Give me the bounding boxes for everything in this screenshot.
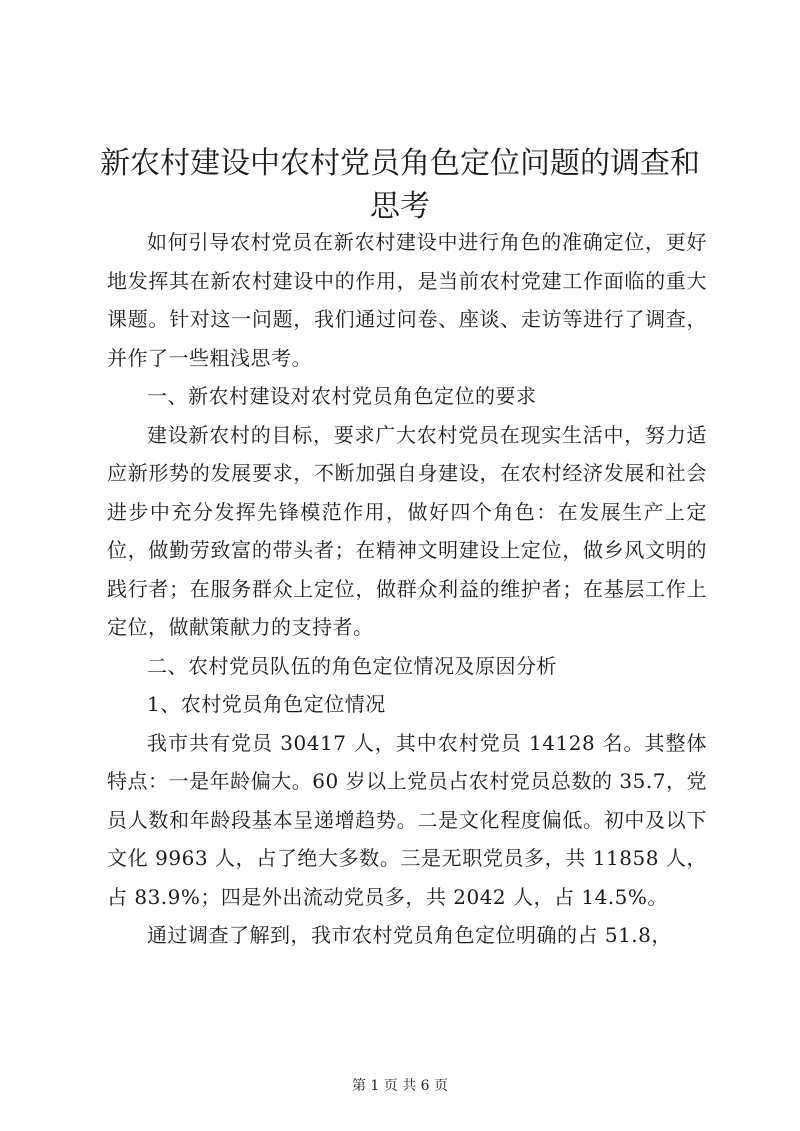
subsection-heading-1: 1、农村党员角色定位情况 [147,692,386,716]
section-heading-2: 二、农村党员队伍的角色定位情况及原因分析 [147,653,557,678]
document-title-line-2: 思考 [370,189,430,224]
paragraph-intro: 如何引导农村党员在新农村建设中进行角色的准确定位，更好地发挥其在新农村建设中的作用，是当前农村党建工作面临的重大课题。针对这一问题，我们通过问卷、座谈、走访等进行了调查，并作了一些粗浅思考。 [107,230,707,370]
section-heading-1: 一、新农村建设对农村党员角色定位的要求 [147,384,537,408]
page-footer: 第 1 页 共 6 页 [351,1078,449,1094]
paragraph-requirements: 建设新农村的目标，要求广大农村党员在现实生活中，努力适应新形势的发展要求，不断加强自身建设，在农村经济发展和社会进步中充分发挥先锋模范作用，做好四个角色：在发展生产上定位，做勤劳致富的带头者；在精神文明建设上定位，做乡风文明的践行者；在服务群众上定位，做群众利益的维护者；在基层工作上定位，做献策献力的支持者。 [107,422,707,639]
document-title-line-1: 新农村建设中农村党员角色定位问题的调查和 [100,146,700,181]
document-body [107,223,707,955]
paragraph-survey: 通过调查了解到，我市农村党员角色定位明确的占 51.8， [147,923,672,947]
paragraph-statistics: 我市共有党员 30417 人，其中农村党员 14128 名。其整体特点：一是年龄偏大。60 岁以上党员占农村党员总数的 35.7，党员人数和年龄段基本呈递增趋势。二是文化程度偏低。初中及以下文化 9963 人，占了绝大多数。三是无职党员多，共 11858 人，占 83.9%；四是外出流动党员多，共 2042 人，占 14.5%。 [107,730,707,909]
